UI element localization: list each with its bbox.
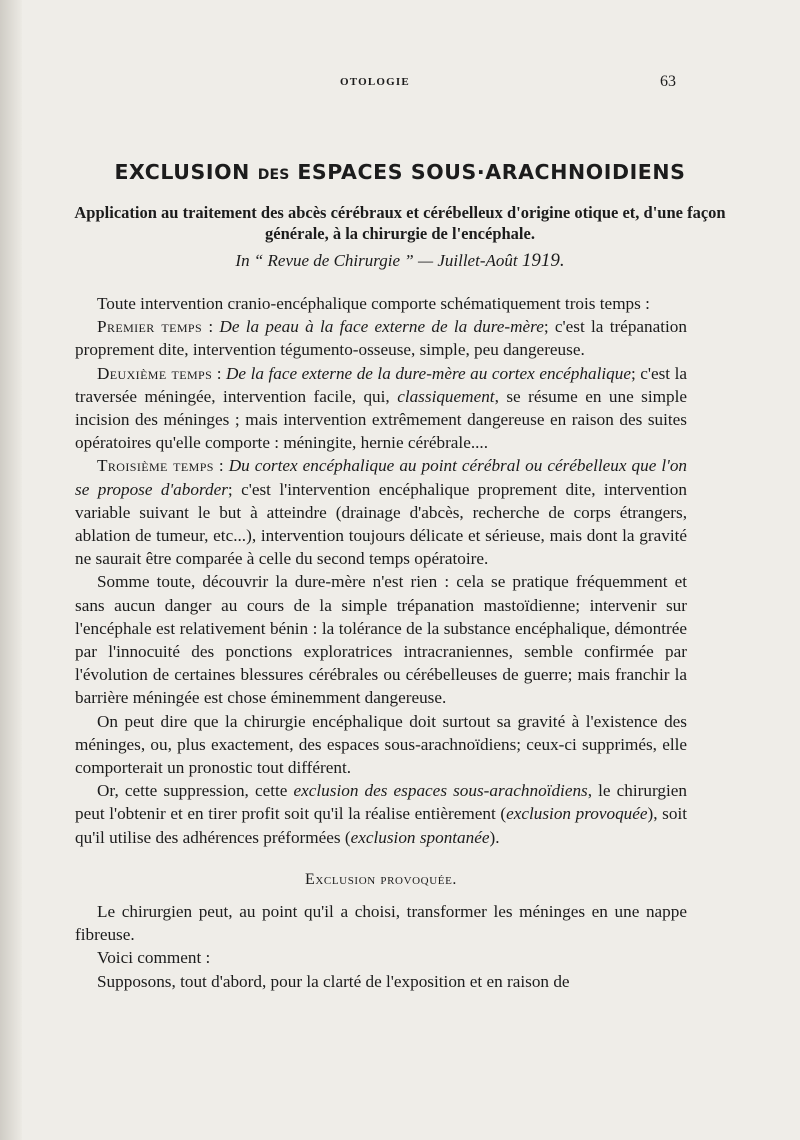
paragraph-le-chirurgien: Le chirurgien peut, au point qu'il a choisi, transformer les méninges en une nappe fibreuse. — [75, 902, 687, 945]
premier-temps-italic: De la peau à la face externe de la dure-mère — [219, 317, 544, 337]
troisieme-temps-italic: Du cortex encéphalique au point cérébral ou cérébelleux que l'on se propose d'aborder — [75, 456, 688, 499]
paragraph-somme-toute: Somme toute, découvrir la dure-mère n'est rien : cela se pratique fréquemment et sans aucun danger au cours de la simple trépanation mastoïdienne; intervenir sur l'encéphale est relativement bénin : la tolérance de la substance encéphalique, démontrée par l'innocuité des ponctions exploratrices intracraniennes, semble confirmée par l'évolution de certaines blessures cérébrales ou cérébelleuses de guerre; mais franchir la barrière méningée est chose éminemment dangereuse. — [75, 572, 687, 708]
page-number: 63 — [660, 73, 676, 90]
premier-temps-label: Premier temps — [97, 317, 203, 337]
deuxieme-temps-italic-2: classiquement — [397, 386, 495, 406]
paragraph-troisieme-temps — [75, 454, 687, 570]
source-prefix: In “ Revue de Chirurgie ” — Juillet-Août — [235, 251, 522, 270]
troisieme-temps-text: ; c'est l'intervention encéphalique proprement dite, intervention variable suivant le but à atteindre (drainage d'abcès, recherche de corps étrangers, ablation de tumeur, etc...), intervention toujours délicate et sérieuse, mais dont la gravité ne saurait être comparée à celle du second temps opératoire. — [75, 479, 687, 569]
paragraph-voici: Voici comment : — [97, 948, 211, 968]
or-italic-2: exclusion provoquée — [506, 804, 648, 824]
title-part-2: DES — [257, 167, 290, 183]
running-head — [0, 73, 800, 96]
paragraph-or-cette — [75, 779, 687, 849]
troisieme-temps-sep: : — [213, 456, 229, 476]
section-heading: Exclusion provoquée. — [305, 870, 457, 888]
or-italic-3: exclusion spontanée — [350, 827, 490, 847]
deuxieme-temps-italic: De la face externe de la dure-mère au cortex encéphalique — [226, 363, 631, 383]
article-body — [75, 292, 687, 993]
running-head-title: OTOLOGIE — [340, 76, 410, 88]
or-text-1: Or, cette suppression, cette — [97, 781, 294, 801]
deuxieme-temps-sep: : — [212, 363, 227, 383]
source-citation — [60, 250, 740, 272]
title-part-1: EXCLUSION — [114, 160, 250, 184]
or-text-2: , le chirurgien peut l'obtenir et en tirer profit soit qu'il la réalise entièrement ( — [75, 781, 687, 824]
premier-temps-text: ; c'est la trépanation proprement dite, intervention tégumento-osseuse, simple, peu dangereuse. — [75, 317, 687, 360]
or-text-4: ). — [489, 827, 500, 847]
premier-temps-sep: : — [202, 317, 220, 337]
paragraph-deuxieme-temps — [75, 362, 687, 455]
title-part-3: ESPACES SOUS·ARACHNOIDIENS — [297, 160, 686, 184]
deuxieme-temps-label: Deuxième temps — [97, 363, 213, 383]
paragraph-on-peut: On peut dire que la chirurgie encéphalique doit surtout sa gravité à l'existence des méninges, ou, plus exactement, des espaces sous-arachnoïdiens; ceux-ci supprimés, elle comporterait un pronostic tout différent. — [75, 711, 687, 778]
paragraph-premier-temps — [75, 315, 687, 361]
deuxieme-temps-text-1: ; c'est la traversée méningée, intervention facile, qui, — [75, 363, 687, 406]
deuxieme-temps-text-2: , se résume en une simple incision des méninges ; mais intervention extrêmement dangereuse en raison des suites opératoires qu'elle comporte : méningite, hernie cérébrale.... — [75, 386, 687, 453]
or-text-3: ), soit qu'il utilise des adhérences préformées ( — [75, 804, 687, 847]
troisieme-temps-label: Troisième temps — [97, 456, 214, 476]
article-title — [70, 160, 730, 184]
or-italic-1: exclusion des espaces sous-arachnoïdiens — [293, 781, 588, 801]
source-year: 1919. — [521, 250, 565, 271]
article-subtitle: Application au traitement des abcès cérébraux et cérébelleux d'origine otique et, d'une façon générale, à la chirurgie de l'encéphale. — [74, 203, 726, 243]
paragraph-supposons: Supposons, tout d'abord, pour la clarté de l'exposition et en raison de — [97, 971, 570, 991]
paragraph-intro: Toute intervention cranio-encéphalique comporte schématiquement trois temps : — [97, 294, 650, 313]
page-gutter-shadow — [0, 0, 22, 1140]
